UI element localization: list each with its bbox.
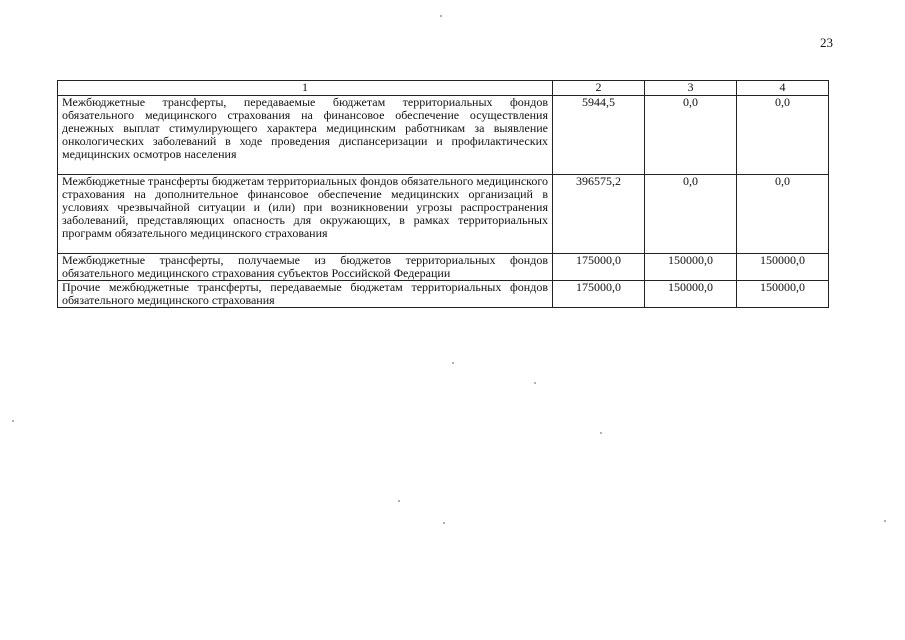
table-header-row (58, 81, 829, 96)
row-description: Межбюджетные трансферты, передаваемые бюджетам территориальных фондов обязательного медицинского страхования на финансовое обеспечение осуществления денежных выплат стимулирующего характера медицинским работникам за выявление онкологических заболеваний в ходе проведения диспансеризации и профилактических медицинских осмотров населения (58, 96, 553, 175)
column-header-4: 4 (737, 81, 829, 96)
table-row (58, 254, 829, 281)
row-value-col4: 0,0 (737, 175, 829, 254)
row-value-col2: 5944,5 (553, 96, 645, 175)
row-description: Межбюджетные трансферты, получаемые из бюджетов территориальных фондов обязательного медицинского страхования субъектов Российской Федерации (58, 254, 553, 281)
column-header-1: 1 (58, 81, 553, 96)
column-header-3: 3 (645, 81, 737, 96)
scan-speck (12, 420, 14, 422)
row-description: Межбюджетные трансферты бюджетам территориальных фондов обязательного медицинского страхования на дополнительное финансовое обеспечение медицинских организаций в условиях чрезвычайной ситуации и (или) при возникновении угрозы распространения заболеваний, представляющих опасность для окружающих, в рамках территориальных программ обязательного медицинского страхования (58, 175, 553, 254)
row-value-col3: 0,0 (645, 175, 737, 254)
row-value-col3: 0,0 (645, 96, 737, 175)
scan-speck (443, 522, 445, 524)
page-number: 23 (820, 35, 833, 50)
scan-speck (398, 500, 400, 502)
row-value-col4: 150000,0 (737, 254, 829, 281)
table-row (58, 175, 829, 254)
budget-table (57, 80, 829, 308)
row-value-col2: 175000,0 (553, 281, 645, 308)
row-value-col4: 150000,0 (737, 281, 829, 308)
table-row (58, 96, 829, 175)
row-value-col3: 150000,0 (645, 254, 737, 281)
row-value-col3: 150000,0 (645, 281, 737, 308)
row-description: Прочие межбюджетные трансферты, передаваемые бюджетам территориальных фондов обязательного медицинского страхования (58, 281, 553, 308)
scan-speck (452, 362, 454, 364)
scan-speck (440, 15, 442, 17)
scan-speck (534, 382, 536, 384)
scan-speck (884, 520, 886, 522)
column-header-2: 2 (553, 81, 645, 96)
scan-speck (600, 432, 602, 434)
row-value-col2: 396575,2 (553, 175, 645, 254)
row-value-col4: 0,0 (737, 96, 829, 175)
table-row (58, 281, 829, 308)
row-value-col2: 175000,0 (553, 254, 645, 281)
